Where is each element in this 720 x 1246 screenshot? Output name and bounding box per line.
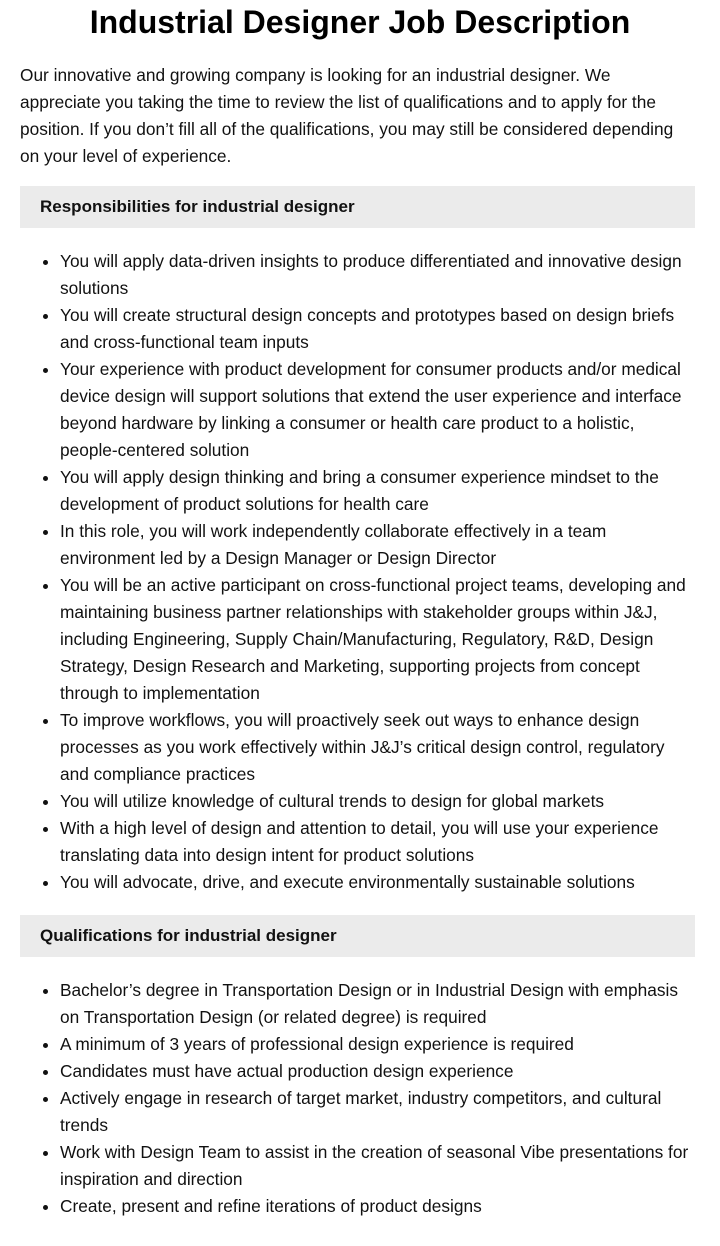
- list-item: • Create, present and refine iterations of product designs: [60, 1193, 695, 1220]
- list-item: • You will create structural design concepts and prototypes based on design briefs and cross-functional team inputs: [60, 302, 695, 356]
- list-item: • You will advocate, drive, and execute environmentally sustainable solutions: [60, 869, 695, 896]
- qualifications-list: [20, 977, 695, 1220]
- list-item: • With a high level of design and attention to detail, you will use your experience translating data into design intent for product solutions: [60, 815, 695, 869]
- list-item: • You will be an active participant on cross-functional project teams, developing and maintaining business partner relationships with stakeholder groups within J&J, including Engineering, Supply Chain/Manufacturing, Regulatory, R&D, Design Strategy, Design Research and Marketing, supporting projects from concept through to implementation: [60, 572, 695, 707]
- intro-paragraph: Our innovative and growing company is looking for an industrial designer. We appreciate you taking the time to review the list of qualifications and to apply for the position. If you don’t fill all of the qualifications, you may still be considered depending on your level of experience.: [20, 65, 674, 166]
- responsibilities-heading: Responsibilities for industrial designer: [20, 186, 695, 228]
- list-item: • You will apply design thinking and bring a consumer experience mindset to the development of product solutions for health care: [60, 464, 695, 518]
- qualifications-heading: Qualifications for industrial designer: [20, 915, 695, 957]
- list-item: • To improve workflows, you will proactively seek out ways to enhance design processes as you work effectively within J&J’s critical design control, regulatory and compliance practices: [60, 707, 695, 788]
- list-item: • Candidates must have actual production design experience: [60, 1058, 695, 1085]
- list-item: • Actively engage in research of target market, industry competitors, and cultural trends: [60, 1085, 695, 1139]
- page-title: Industrial Designer Job Description: [89, 4, 631, 40]
- list-item: • A minimum of 3 years of professional design experience is required: [60, 1031, 695, 1058]
- list-item: • Bachelor’s degree in Transportation Design or in Industrial Design with emphasis on Transportation Design (or related degree) is required: [60, 977, 695, 1031]
- list-item: • In this role, you will work independently collaborate effectively in a team environment led by a Design Manager or Design Director: [60, 518, 695, 572]
- list-item: • Work with Design Team to assist in the creation of seasonal Vibe presentations for inspiration and direction: [60, 1139, 695, 1193]
- responsibilities-list: [20, 248, 695, 896]
- list-item: • You will apply data-driven insights to produce differentiated and innovative design solutions: [60, 248, 695, 302]
- list-item: • You will utilize knowledge of cultural trends to design for global markets: [60, 788, 695, 815]
- list-item: • Your experience with product development for consumer products and/or medical device design will support solutions that extend the user experience and interface beyond hardware by linking a consumer or health care product to a holistic, people-centered solution: [60, 356, 695, 464]
